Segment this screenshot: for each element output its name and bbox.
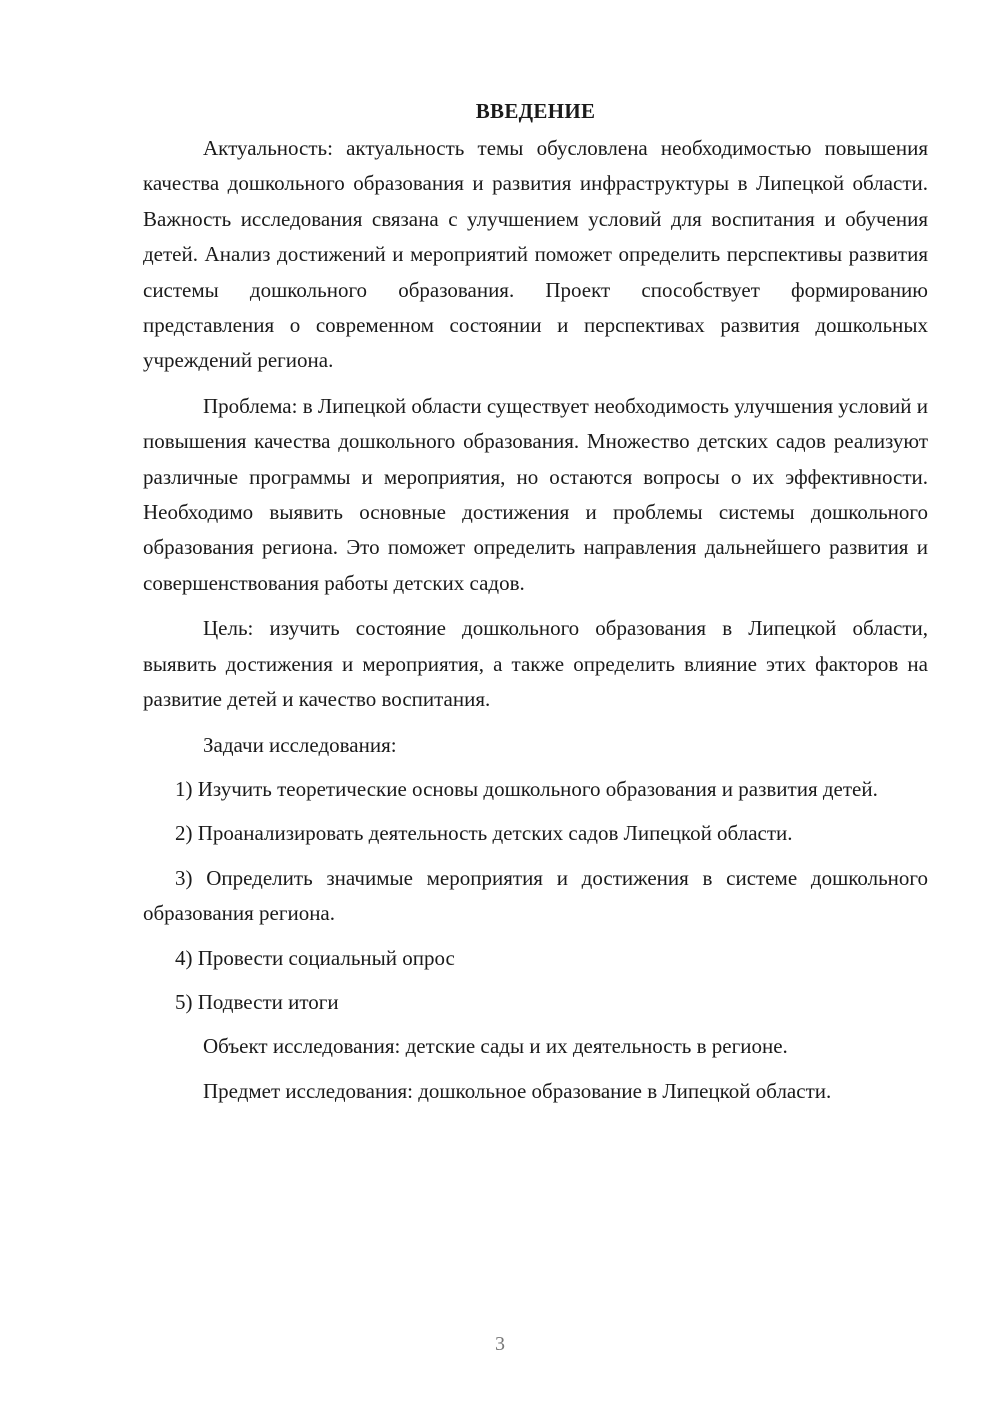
page-number: 3 <box>495 1333 505 1355</box>
task-item-3: 3) Определить значимые мероприятия и достижения в системе дошкольного образования региона. <box>143 865 928 926</box>
problem-paragraph: Проблема: в Липецкой области существует необходимость улучшения условий и повышения качества дошкольного образования. Множество детских садов реализуют различные программы и мероприятия, но остаются вопросы о их эффективности. Необходимо выявить основные достижения и проблемы системы дошкольного образования региона. Это поможет определить направления дальнейшего развития и совершенствования работы детских садов. <box>143 393 928 595</box>
task-item-4: 4) Провести социальный опрос <box>175 945 455 970</box>
goal-paragraph: Цель: изучить состояние дошкольного образования в Липецкой области, выявить достижения и мероприятия, а также определить влияние этих факторов на развитие детей и качество воспитания. <box>143 616 928 712</box>
task-item-1: 1) Изучить теоретические основы дошкольного образования и развития детей. <box>175 776 878 801</box>
section-title: ВВЕДЕНИЕ <box>475 99 596 123</box>
page-body <box>143 95 928 1109</box>
task-item-5: 5) Подвести итоги <box>175 989 339 1014</box>
tasks-heading: Задачи исследования: <box>203 732 397 757</box>
task-item-2: 2) Проанализировать деятельность детских садов Липецкой области. <box>175 821 793 846</box>
object-paragraph: Объект исследования: детские сады и их деятельность в регионе. <box>203 1034 788 1059</box>
relevance-paragraph: Актуальность: актуальность темы обусловлена необходимостью повышения качества дошкольного образования и развития инфраструктуры в Липецкой области. Важность исследования связана с улучшением условий для воспитания и обучения детей. Анализ достижений и мероприятий поможет определить перспективы развития системы дошкольного образования. Проект способствует формированию представления о современном состоянии и перспективах развития дошкольных учреждений региона. <box>143 136 928 373</box>
subject-paragraph: Предмет исследования: дошкольное образование в Липецкой области. <box>203 1078 832 1103</box>
